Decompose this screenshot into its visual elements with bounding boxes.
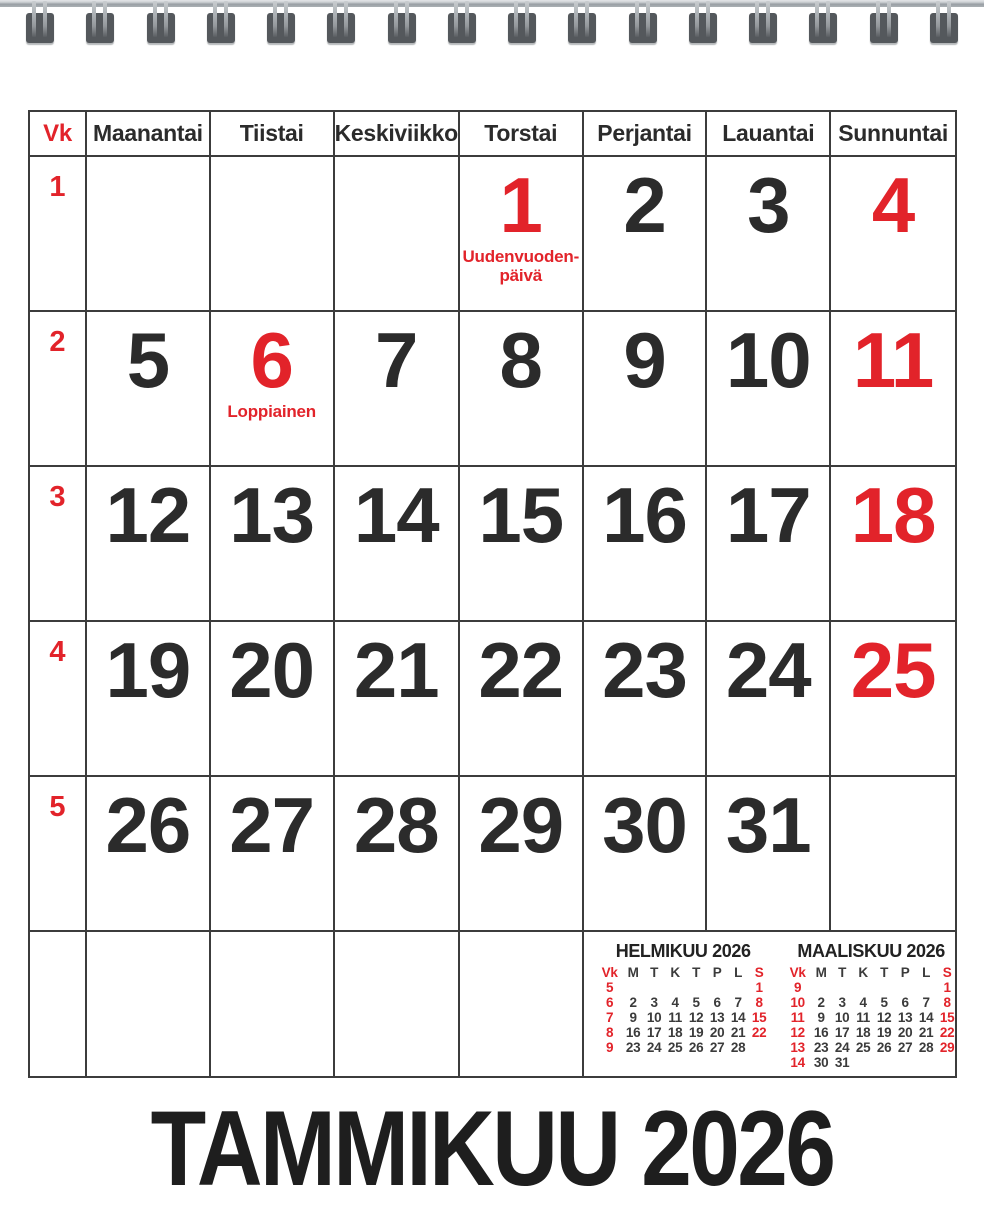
binding-plate <box>388 13 416 43</box>
mini-day-cell: 3 <box>650 995 658 1010</box>
mini-day-cell <box>874 1055 895 1070</box>
date-number: 31 <box>725 781 811 869</box>
mini-day-cell: 16 <box>813 1025 829 1040</box>
day-cell <box>211 777 335 932</box>
mini-day-cell: 5 <box>880 995 888 1010</box>
empty-cell <box>460 932 584 1076</box>
mini-calendars-region <box>584 932 955 1076</box>
mini-day-cell: 28 <box>730 1040 746 1055</box>
mini-week-number: 6 <box>606 995 614 1010</box>
mini-day-cell <box>916 1055 937 1070</box>
mini-week-number: 9 <box>794 980 802 995</box>
mini-day-cell <box>895 1055 916 1070</box>
day-cell <box>584 467 708 622</box>
binding-wire <box>514 1 518 37</box>
mini-day-cell <box>853 980 874 995</box>
binding-wire <box>815 1 819 37</box>
date-number: 28 <box>353 781 439 869</box>
binding-plate <box>508 13 536 43</box>
spiral-loops <box>0 1 984 47</box>
binding-wire <box>465 1 469 37</box>
binding-wire <box>936 1 940 37</box>
week-number: 4 <box>49 636 66 668</box>
mini-header-cell: Vk <box>789 965 806 980</box>
mini-week-number: 5 <box>606 980 614 995</box>
mini-day-cell: 30 <box>813 1055 829 1070</box>
binding-wire <box>344 1 348 37</box>
mini-day-cell: 2 <box>629 995 637 1010</box>
day-cell <box>335 157 460 312</box>
mini-header-cell: M <box>627 965 639 980</box>
day-header-friday: Perjantai <box>584 112 708 157</box>
mini-day-cell: 27 <box>897 1040 913 1055</box>
day-header-thursday: Torstai <box>460 112 584 157</box>
mini-week-number: 11 <box>790 1010 805 1025</box>
mini-day-cell: 22 <box>939 1025 955 1040</box>
mini-header-cell: L <box>734 965 743 980</box>
mini-day-cell: 11 <box>856 1010 870 1025</box>
mini-day-cell: 18 <box>667 1025 683 1040</box>
binding-plate <box>930 13 958 43</box>
binding-wire <box>525 1 529 37</box>
spiral-loop <box>147 1 175 45</box>
binding-plate <box>207 13 235 43</box>
mini-header-cell: K <box>858 965 868 980</box>
empty-cell <box>335 932 460 1076</box>
mini-day-cell <box>707 980 728 995</box>
mini-week-number: 14 <box>790 1055 805 1070</box>
binding-wire <box>273 1 277 37</box>
binding-plate <box>629 13 657 43</box>
mini-header-cell: T <box>650 965 659 980</box>
mini-day-cell: 1 <box>943 980 951 995</box>
date-number: 25 <box>850 626 936 714</box>
mini-day-cell: 13 <box>709 1010 725 1025</box>
day-cell <box>707 777 831 932</box>
date-number: 1 <box>499 161 542 249</box>
mini-day-cell <box>811 980 832 995</box>
mini-day-cell <box>686 980 707 995</box>
mini-day-cell: 14 <box>730 1010 746 1025</box>
mini-day-cell: 23 <box>813 1040 829 1055</box>
mini-week-number: 13 <box>790 1040 805 1055</box>
mini-day-cell <box>623 980 644 995</box>
mini-header-cell: T <box>838 965 847 980</box>
binding-plate <box>809 13 837 43</box>
week-number: 1 <box>49 171 66 203</box>
mini-day-cell <box>937 1055 958 1070</box>
mini-day-cell: 4 <box>671 995 679 1010</box>
date-number: 4 <box>871 161 915 249</box>
mini-day-cell <box>874 980 895 995</box>
date-number: 3 <box>747 161 790 249</box>
mini-day-cell: 13 <box>897 1010 913 1025</box>
spiral-loop <box>267 1 295 45</box>
day-header-monday: Maanantai <box>87 112 211 157</box>
mini-day-cell: 24 <box>646 1040 662 1055</box>
mini-day-cell: 20 <box>897 1025 913 1040</box>
binding-wire <box>635 1 639 37</box>
day-cell <box>335 312 460 467</box>
spiral-loop <box>930 1 958 45</box>
date-number: 11 <box>852 316 934 404</box>
mini-day-cell: 8 <box>943 995 951 1010</box>
date-number: 13 <box>229 471 315 559</box>
day-cell <box>211 467 335 622</box>
spiral-loop <box>749 1 777 45</box>
day-cell <box>460 157 584 312</box>
holiday-line: päivä <box>499 266 542 286</box>
week-number-cell <box>30 622 87 777</box>
binding-plate <box>689 13 717 43</box>
day-header-sunday: Sunnuntai <box>831 112 955 157</box>
binding-wire <box>224 1 228 37</box>
day-cell <box>584 157 708 312</box>
mini-calendar-title: HELMIKUU 2026 <box>615 941 751 961</box>
spiral-loop <box>870 1 898 45</box>
week-number: 3 <box>49 481 66 513</box>
binding-wire <box>92 1 96 37</box>
date-number: 22 <box>478 626 564 714</box>
mini-day-cell: 16 <box>625 1025 641 1040</box>
date-number: 7 <box>375 316 418 404</box>
day-cell <box>87 622 211 777</box>
spiral-loop <box>448 1 476 45</box>
day-cell <box>707 312 831 467</box>
mini-day-cell: 12 <box>876 1010 892 1025</box>
date-number: 29 <box>478 781 564 869</box>
mini-header-cell: M <box>815 965 827 980</box>
holiday-line: Uudenvuoden- <box>462 246 580 266</box>
mini-day-cell: 25 <box>667 1040 683 1055</box>
mini-day-cell: 18 <box>855 1025 871 1040</box>
day-cell <box>584 622 708 777</box>
mini-day-cell: 23 <box>625 1040 641 1055</box>
binding-wire <box>826 1 830 37</box>
mini-header-cell: P <box>900 965 910 980</box>
mini-day-cell: 2 <box>817 995 825 1010</box>
day-cell <box>87 777 211 932</box>
mini-day-cell: 19 <box>688 1025 704 1040</box>
spiral-loop <box>809 1 837 45</box>
mini-day-cell: 22 <box>751 1025 767 1040</box>
day-header-saturday: Lauantai <box>707 112 831 157</box>
mini-day-cell: 25 <box>855 1040 871 1055</box>
mini-day-cell: 9 <box>817 1010 825 1025</box>
mini-day-cell: 17 <box>834 1025 850 1040</box>
spiral-loop <box>207 1 235 45</box>
binding-wire <box>394 1 398 37</box>
mini-header-cell: K <box>670 965 680 980</box>
week-number-cell <box>30 312 87 467</box>
binding-wire <box>766 1 770 37</box>
mini-week-number: 10 <box>790 995 805 1010</box>
day-cell <box>87 157 211 312</box>
date-number: 9 <box>623 316 666 404</box>
date-number: 15 <box>478 471 564 559</box>
spiral-loop <box>86 1 114 45</box>
empty-cell <box>87 932 211 1076</box>
binding-wire <box>947 1 951 37</box>
date-number: 21 <box>353 626 439 714</box>
mini-day-cell: 3 <box>838 995 846 1010</box>
day-cell <box>211 622 335 777</box>
spiral-loop <box>26 1 54 45</box>
mini-header-cell: L <box>922 965 931 980</box>
date-number: 23 <box>602 626 687 714</box>
binding-plate <box>26 13 54 43</box>
day-cell <box>335 467 460 622</box>
mini-day-cell: 29 <box>939 1040 955 1055</box>
mini-header-cell: S <box>754 965 764 980</box>
mini-day-cell: 21 <box>730 1025 746 1040</box>
date-number: 2 <box>623 161 666 249</box>
binding-wire <box>43 1 47 37</box>
date-number: 27 <box>229 781 315 869</box>
holiday-line: Loppiainen <box>227 401 316 421</box>
binding-plate <box>327 13 355 43</box>
mini-day-cell <box>749 1040 770 1055</box>
mini-day-cell: 27 <box>709 1040 725 1055</box>
mini-day-cell: 31 <box>834 1055 850 1070</box>
day-cell <box>584 312 708 467</box>
date-number: 24 <box>725 626 811 714</box>
mini-day-cell: 17 <box>646 1025 662 1040</box>
holiday-label <box>227 402 316 422</box>
mini-calendar-grid <box>785 965 958 1070</box>
mini-week-number: 12 <box>790 1025 805 1040</box>
mini-day-cell <box>728 980 749 995</box>
week-number-cell <box>30 467 87 622</box>
mini-day-cell: 14 <box>918 1010 934 1025</box>
spiral-loop <box>568 1 596 45</box>
mini-day-cell: 20 <box>709 1025 725 1040</box>
mini-week-number: 8 <box>606 1025 614 1040</box>
mini-calendar-grid <box>597 965 770 1055</box>
mini-header-cell: T <box>880 965 889 980</box>
date-number: 16 <box>602 471 687 559</box>
day-cell <box>87 312 211 467</box>
binding-plate <box>568 13 596 43</box>
binding-wire <box>103 1 107 37</box>
date-number: 12 <box>105 471 191 559</box>
mini-week-number: 9 <box>606 1040 614 1055</box>
week-number: 5 <box>49 791 66 823</box>
binding-plate <box>870 13 898 43</box>
mini-day-cell: 1 <box>755 980 763 995</box>
mini-day-cell: 26 <box>876 1040 892 1055</box>
mini-day-cell: 7 <box>734 995 742 1010</box>
day-cell <box>831 157 955 312</box>
date-number: 19 <box>105 626 191 714</box>
week-column-header: Vk <box>30 112 87 157</box>
date-number: 26 <box>105 781 191 869</box>
spiral-loop <box>508 1 536 45</box>
mini-day-cell: 11 <box>668 1010 682 1025</box>
calendar-grid <box>28 110 957 1078</box>
binding-wire <box>284 1 288 37</box>
date-number: 5 <box>126 316 170 404</box>
week-number-cell <box>30 777 87 932</box>
day-header-tuesday: Tiistai <box>211 112 335 157</box>
binding-plate <box>86 13 114 43</box>
binding-wire <box>164 1 168 37</box>
spiral-loop <box>689 1 717 45</box>
mini-day-cell: 6 <box>713 995 721 1010</box>
date-number: 18 <box>850 471 936 559</box>
day-cell <box>335 622 460 777</box>
mini-header-cell: Vk <box>601 965 618 980</box>
binding-wire <box>585 1 589 37</box>
mini-day-cell: 4 <box>859 995 867 1010</box>
mini-calendar <box>597 941 770 1076</box>
mini-week-number: 7 <box>606 1010 614 1025</box>
mini-day-cell: 5 <box>692 995 700 1010</box>
mini-day-cell: 15 <box>751 1010 767 1025</box>
date-number: 6 <box>250 316 293 404</box>
day-cell <box>460 467 584 622</box>
mini-day-cell: 28 <box>918 1040 934 1055</box>
day-cell <box>460 622 584 777</box>
binding-plate <box>147 13 175 43</box>
mini-day-cell: 10 <box>646 1010 662 1025</box>
day-cell <box>831 622 955 777</box>
binding-wire <box>213 1 217 37</box>
day-cell <box>707 157 831 312</box>
binding-wire <box>333 1 337 37</box>
mini-day-cell: 15 <box>939 1010 955 1025</box>
binding-plate <box>267 13 295 43</box>
mini-day-cell: 7 <box>922 995 930 1010</box>
day-cell <box>584 777 708 932</box>
mini-day-cell: 19 <box>876 1025 892 1040</box>
day-cell <box>831 467 955 622</box>
date-number: 17 <box>725 471 811 559</box>
mini-day-cell: 9 <box>629 1010 637 1025</box>
binding-wire <box>755 1 759 37</box>
mini-header-cell: P <box>712 965 722 980</box>
binding-wire <box>876 1 880 37</box>
spiral-loop <box>327 1 355 45</box>
binding-wire <box>32 1 36 37</box>
day-cell <box>707 467 831 622</box>
mini-day-cell <box>832 980 853 995</box>
date-number: 10 <box>725 316 811 404</box>
mini-day-cell: 21 <box>918 1025 934 1040</box>
day-header-wednesday: Keskiviikko <box>335 112 460 157</box>
date-number: 8 <box>499 316 542 404</box>
binding-wire <box>646 1 650 37</box>
month-title: TAMMIKUU 2026 <box>150 1088 834 1208</box>
date-number: 30 <box>602 781 687 869</box>
mini-header-cell: T <box>692 965 701 980</box>
mini-day-cell: 6 <box>901 995 909 1010</box>
day-cell <box>460 777 584 932</box>
binding-plate <box>749 13 777 43</box>
empty-cell <box>30 932 87 1076</box>
binding-wire <box>405 1 409 37</box>
day-cell <box>211 157 335 312</box>
holiday-label <box>462 247 579 286</box>
binding-wire <box>695 1 699 37</box>
mini-day-cell <box>644 980 665 995</box>
mini-day-cell <box>665 980 686 995</box>
binding-wire <box>153 1 157 37</box>
day-cell <box>211 312 335 467</box>
binding-wire <box>454 1 458 37</box>
empty-cell <box>211 932 335 1076</box>
day-cell <box>87 467 211 622</box>
mini-day-cell: 26 <box>688 1040 704 1055</box>
week-number: 2 <box>49 326 66 358</box>
week-number-cell <box>30 157 87 312</box>
mini-day-cell <box>895 980 916 995</box>
spiral-loop <box>629 1 657 45</box>
day-cell <box>707 622 831 777</box>
date-number: 20 <box>229 626 315 714</box>
day-cell <box>460 312 584 467</box>
mini-day-cell: 12 <box>688 1010 704 1025</box>
day-cell <box>335 777 460 932</box>
mini-calendar <box>785 941 958 1076</box>
binding-wire <box>574 1 578 37</box>
mini-header-cell: S <box>942 965 952 980</box>
spiral-loop <box>388 1 416 45</box>
binding-plate <box>448 13 476 43</box>
day-cell <box>831 777 955 932</box>
mini-day-cell <box>853 1055 874 1070</box>
binding-wire <box>706 1 710 37</box>
spiral-binding <box>0 0 984 50</box>
day-cell <box>831 312 955 467</box>
mini-day-cell: 24 <box>834 1040 850 1055</box>
date-number: 14 <box>353 471 439 559</box>
binding-wire <box>887 1 891 37</box>
mini-calendar-title: MAALISKUU 2026 <box>797 941 945 961</box>
mini-day-cell: 10 <box>834 1010 850 1025</box>
mini-day-cell <box>916 980 937 995</box>
mini-day-cell: 8 <box>755 995 763 1010</box>
